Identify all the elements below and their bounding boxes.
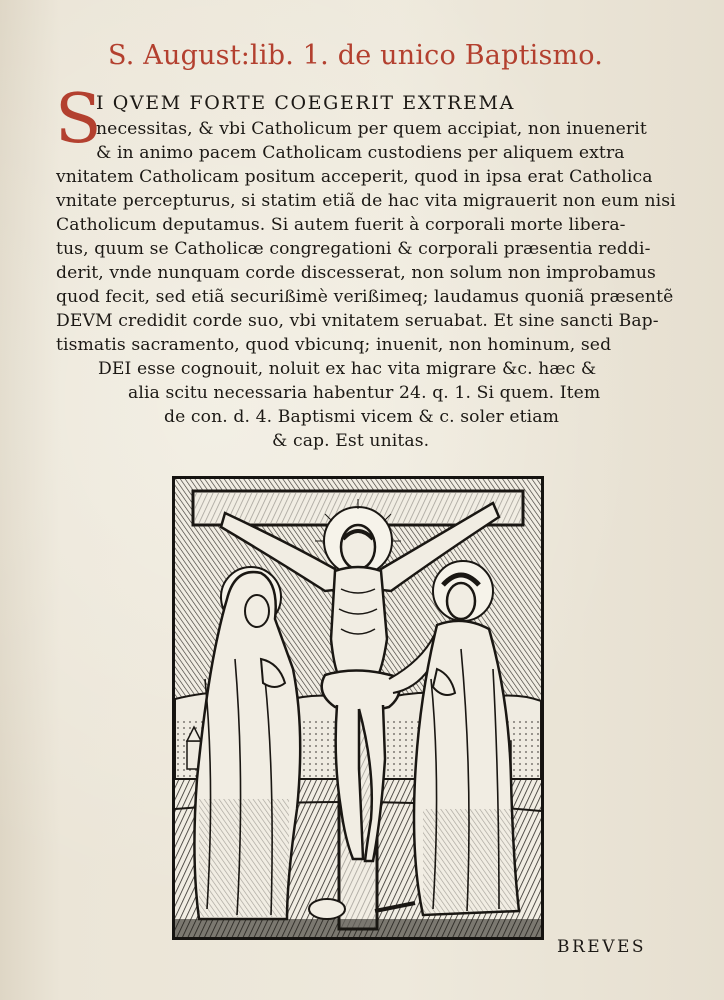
text-line: vnitatem Catholicam positum acceperit, quod in ipsa erat Catholica: [56, 167, 653, 187]
page-heading: S. August:lib. 1. de unico Baptismo.: [108, 40, 604, 71]
crucifixion-woodcut: [172, 476, 544, 940]
text-line: quod fecit, sed etiã securißimè verißimeq; laudamus quoniã præsentẽ: [56, 287, 674, 307]
woodcut-image: [175, 479, 541, 937]
text-line: derit, vnde nunquam corde discesserat, non solum non improbamus: [56, 263, 656, 283]
drop-cap: S: [55, 80, 102, 159]
text-line: de con. d. 4. Baptismi vicem & c. soler etiam: [164, 407, 559, 427]
text-line: DEVM credidit corde suo, vbi vnitatem seruabat. Et sine sancti Bap-: [56, 311, 659, 331]
text-line: & cap. Est unitas.: [272, 431, 430, 451]
text-line: I QVEM FORTE COEGERIT EXTREMA: [96, 92, 515, 114]
text-line: tismatis sacramento, quod vbicunq; inuenit, non hominum, sed: [56, 335, 612, 355]
text-line: & in animo pacem Catholicam custodiens per aliquem extra: [96, 143, 625, 163]
text-line: Catholicum deputamus. Si autem fuerit à corporali morte libera-: [56, 215, 626, 235]
text-line: vnitate percepturus, si statim etiã de hac vita migrauerit non eum nisi: [56, 191, 676, 211]
text-line: alia scitu necessaria habentur 24. q. 1. Si quem. Item: [128, 383, 601, 403]
text-line: DEI esse cognouit, noluit ex hac vita migrare &c. hæc &: [98, 359, 597, 379]
text-line: tus, quum se Catholicæ congregationi & corporali præsentia reddi-: [56, 239, 651, 259]
text-line: necessitas, & vbi Catholicum per quem accipiat, non inuenerit: [96, 119, 647, 139]
catchword: BREVES: [557, 937, 647, 957]
